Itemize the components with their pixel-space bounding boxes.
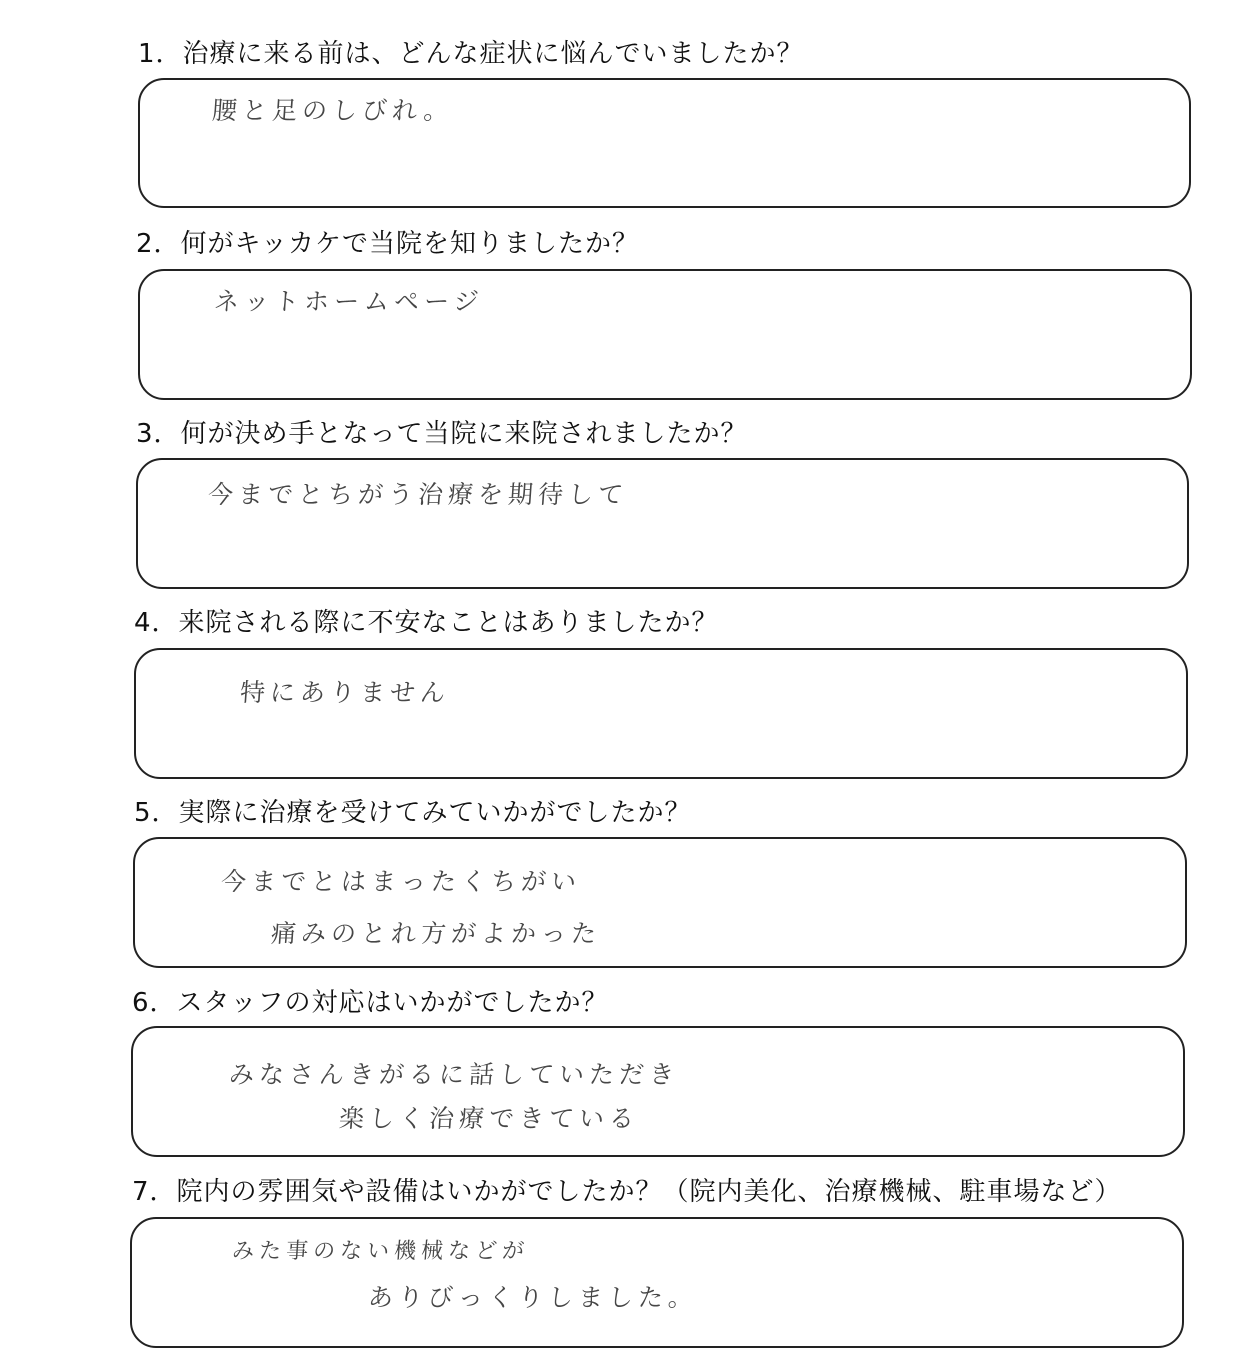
- answer-7-line-2: ありびっくりしました。: [367, 1283, 700, 1312]
- answer-6-line-2: 楽しく治療できている: [338, 1104, 641, 1133]
- question-3-label: 3．何が決め手となって当院に来院されましたか？: [136, 419, 748, 449]
- answer-1-text: 腰と足のしびれ。: [211, 96, 455, 125]
- answer-box-6[interactable]: [131, 1026, 1185, 1157]
- answer-box-2[interactable]: [138, 269, 1192, 400]
- question-7-label: 7．院内の雰囲気や設備はいかがでしたか？（院内美化、治療機械、駐車場など）: [132, 1177, 1122, 1207]
- question-4-label: 4．来院される際に不安なことはありましたか？: [134, 608, 719, 638]
- answer-5-line-2: 痛みのとれ方がよかった: [270, 919, 603, 948]
- answer-6-line-1: みなさんきがるに話していただき: [228, 1060, 681, 1089]
- answer-box-7[interactable]: [130, 1217, 1184, 1348]
- answer-box-5[interactable]: [133, 837, 1187, 968]
- answer-5-line-1: 今までとはまったくちがい: [220, 867, 583, 896]
- answer-box-4[interactable]: [134, 648, 1188, 779]
- question-1-label: 1．治療に来る前は、どんな症状に悩んでいましたか？: [138, 39, 804, 69]
- answer-3-text: 今までとちがう治療を期待して: [207, 480, 630, 509]
- answer-box-1[interactable]: [138, 78, 1191, 208]
- question-2-label: 2．何がキッカケで当院を知りましたか？: [136, 229, 640, 259]
- answer-7-line-1: みた事のない機械などが: [231, 1239, 530, 1264]
- answer-2-text: ネットホームページ: [213, 287, 485, 316]
- question-5-label: 5．実際に治療を受けてみていかがでしたか？: [134, 798, 692, 828]
- question-6-label: 6．スタッフの対応はいかがでしたか？: [132, 988, 609, 1018]
- answer-4-text: 特にありません: [239, 678, 452, 707]
- answer-box-3[interactable]: [136, 458, 1189, 589]
